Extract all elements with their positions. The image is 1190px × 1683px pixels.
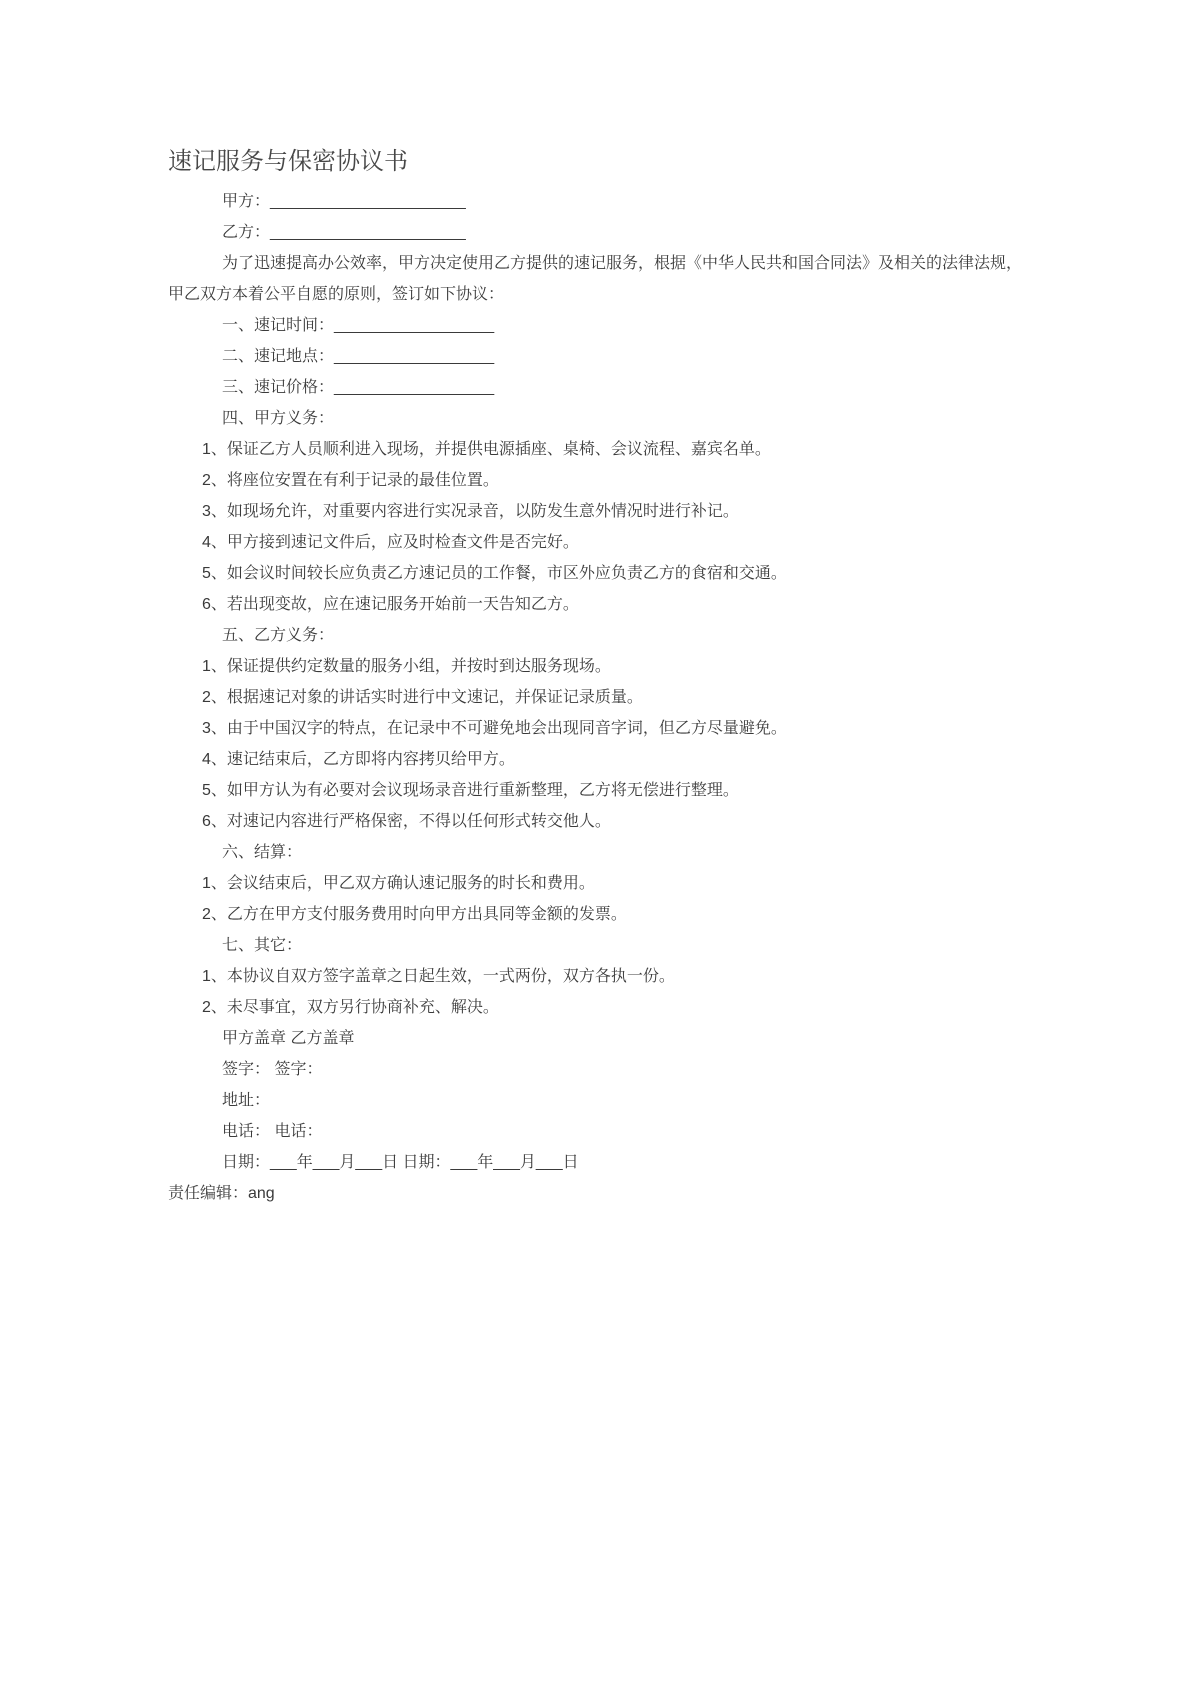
clause-item: 2、乙方在甲方支付服务费用时向甲方出具同等金额的发票。 bbox=[202, 906, 627, 923]
signature-date-line: 日期：___年___月___日 日期：___年___月___日 bbox=[222, 1154, 579, 1171]
document-content bbox=[168, 140, 1028, 1209]
clause-header-1: 一、速记时间：__________________ bbox=[222, 317, 495, 334]
clause-header-6: 六、结算： bbox=[222, 844, 303, 861]
clause-item: 5、如会议时间较长应负责乙方速记员的工作餐，市区外应负责乙方的食宿和交通。 bbox=[202, 565, 787, 582]
signature-sign-line: 签字： 签字： bbox=[222, 1061, 323, 1078]
clause-item: 2、根据速记对象的讲话实时进行中文速记，并保证记录质量。 bbox=[202, 689, 643, 706]
clause-header-3: 三、速记价格：__________________ bbox=[222, 379, 495, 396]
clause-item: 3、由于中国汉字的特点，在记录中不可避免地会出现同音字词，但乙方尽量避免。 bbox=[202, 720, 787, 737]
clause-header-5: 五、乙方义务： bbox=[222, 627, 335, 644]
clause-item: 4、速记结束后，乙方即将内容拷贝给甲方。 bbox=[202, 751, 515, 768]
clause-header-2: 二、速记地点：__________________ bbox=[222, 348, 495, 365]
signature-phone-line: 电话： 电话： bbox=[222, 1123, 323, 1140]
clause-item: 1、本协议自双方签字盖章之日起生效，一式两份，双方各执一份。 bbox=[202, 968, 675, 985]
document-title: 速记服务与保密协议书 bbox=[168, 149, 408, 175]
signature-address-line: 地址： bbox=[222, 1092, 271, 1109]
clause-item: 1、会议结束后，甲乙双方确认速记服务的时长和费用。 bbox=[202, 875, 595, 892]
clause-item: 1、保证乙方人员顺利进入现场，并提供电源插座、桌椅、会议流程、嘉宾名单。 bbox=[202, 441, 771, 458]
party-b-line: 乙方：______________________ bbox=[222, 224, 466, 241]
party-a-line: 甲方：______________________ bbox=[222, 193, 466, 210]
editor-note: 责任编辑：ang bbox=[168, 1185, 275, 1202]
clause-item: 5、如甲方认为有必要对会议现场录音进行重新整理，乙方将无偿进行整理。 bbox=[202, 782, 739, 799]
clause-header-7: 七、其它： bbox=[222, 937, 303, 954]
clause-item: 6、对速记内容进行严格保密，不得以任何形式转交他人。 bbox=[202, 813, 611, 830]
clause-item: 3、如现场允许，对重要内容进行实况录音，以防发生意外情况时进行补记。 bbox=[202, 503, 739, 520]
clause-item: 2、未尽事宜，双方另行协商补充、解决。 bbox=[202, 999, 499, 1016]
clause-item: 6、若出现变故，应在速记服务开始前一天告知乙方。 bbox=[202, 596, 579, 613]
clause-header-4: 四、甲方义务： bbox=[222, 410, 335, 427]
clause-item: 2、将座位安置在有利于记录的最佳位置。 bbox=[202, 472, 499, 489]
clause-item: 1、保证提供约定数量的服务小组，并按时到达服务现场。 bbox=[202, 658, 611, 675]
signature-stamps-line: 甲方盖章 乙方盖章 bbox=[222, 1030, 355, 1047]
clause-item: 4、甲方接到速记文件后，应及时检查文件是否完好。 bbox=[202, 534, 579, 551]
intro-line-2: 甲乙双方本着公平自愿的原则，签订如下协议： bbox=[168, 286, 505, 303]
intro-line-1: 为了迅速提高办公效率，甲方决定使用乙方提供的速记服务，根据《中华人民共和国合同法》及相关的法律法规， bbox=[222, 255, 1023, 272]
